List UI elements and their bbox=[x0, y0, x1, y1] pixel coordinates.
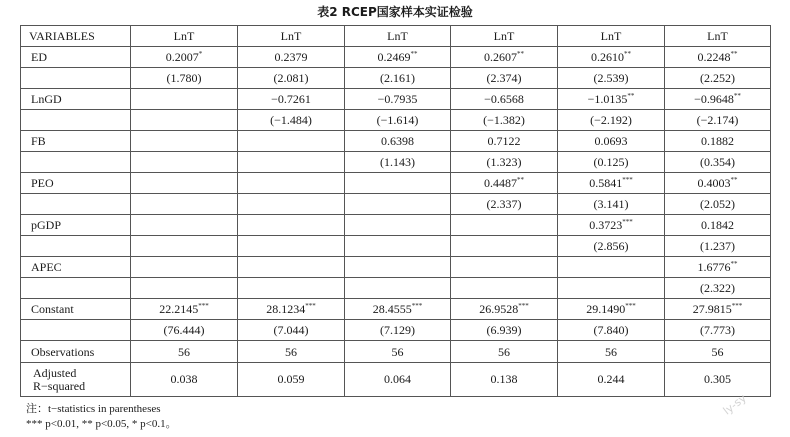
variable-label: PEO bbox=[21, 173, 131, 194]
coef-cell bbox=[558, 215, 665, 236]
coef-cell bbox=[238, 320, 345, 341]
coef-cell bbox=[131, 131, 238, 152]
coef-value: (7.840) bbox=[593, 323, 629, 337]
coef-value: (2.337) bbox=[486, 197, 522, 211]
variable-label bbox=[21, 110, 131, 131]
coef-value: 28.1234 bbox=[266, 302, 306, 316]
variable-label: pGDP bbox=[21, 215, 131, 236]
coef-value: (2.322) bbox=[700, 281, 735, 295]
coef-cell bbox=[238, 194, 345, 215]
coef-value: 0.6398 bbox=[381, 134, 414, 148]
coef-value: 0.5841 bbox=[589, 176, 623, 190]
coef-cell bbox=[451, 194, 558, 215]
coef-cell bbox=[238, 215, 345, 236]
coef-value: 0.2379 bbox=[274, 50, 308, 64]
coef-value: 0.1882 bbox=[701, 134, 734, 148]
adjusted-r-squared-cell: 0.138 bbox=[451, 363, 558, 397]
coef-cell bbox=[451, 278, 558, 299]
coef-value: (6.939) bbox=[486, 323, 522, 337]
coef-cell bbox=[665, 173, 771, 194]
table-title: 表2 RCEP国家样本实证检验 bbox=[317, 5, 473, 19]
coef-value: 1.6776 bbox=[697, 260, 731, 274]
observations-row bbox=[21, 341, 771, 363]
coef-cell bbox=[131, 299, 238, 320]
coef-cell bbox=[131, 110, 238, 131]
coef-cell bbox=[131, 152, 238, 173]
header-cell: LnT bbox=[345, 26, 451, 47]
coef-cell bbox=[345, 68, 451, 89]
observations-cell: 56 bbox=[451, 341, 558, 363]
coef-cell bbox=[451, 47, 558, 68]
coef-value: (0.125) bbox=[593, 155, 629, 169]
coef-cell bbox=[131, 236, 238, 257]
coef-cell bbox=[345, 131, 451, 152]
significance-stars: ** bbox=[730, 260, 738, 268]
significance-stars: ** bbox=[733, 92, 741, 100]
significance-stars: ** bbox=[730, 50, 738, 58]
coef-cell bbox=[345, 278, 451, 299]
table-row bbox=[21, 47, 771, 68]
observations-cell: 56 bbox=[131, 341, 238, 363]
coef-value: 0.2007 bbox=[165, 50, 199, 64]
coef-cell bbox=[345, 47, 451, 68]
observations-cell: 56 bbox=[665, 341, 771, 363]
variable-label: Constant bbox=[21, 299, 131, 320]
significance-stars: *** bbox=[305, 302, 316, 310]
coef-cell bbox=[558, 194, 665, 215]
header-row bbox=[21, 26, 771, 47]
header-cell: LnT bbox=[451, 26, 558, 47]
coef-value: −0.7935 bbox=[377, 92, 418, 106]
coef-value: 0.2248 bbox=[697, 50, 731, 64]
coef-value: 0.4487 bbox=[484, 176, 517, 190]
coef-cell bbox=[131, 320, 238, 341]
coef-value: (2.539) bbox=[593, 71, 629, 85]
coef-cell bbox=[238, 299, 345, 320]
table-row bbox=[21, 278, 771, 299]
note-line: *** p<0.01, ** p<0.05, * p<0.1。 bbox=[26, 418, 177, 430]
coef-cell bbox=[558, 47, 665, 68]
coef-value: (−1.484) bbox=[270, 113, 312, 127]
coef-value: 0.2610 bbox=[591, 50, 624, 64]
coef-cell bbox=[345, 110, 451, 131]
coef-cell bbox=[238, 152, 345, 173]
coef-value: −0.9648 bbox=[694, 92, 734, 106]
header-cell: LnT bbox=[665, 26, 771, 47]
table-notes bbox=[26, 402, 177, 432]
observations-cell: 56 bbox=[345, 341, 451, 363]
table-row bbox=[21, 152, 771, 173]
coef-cell bbox=[238, 110, 345, 131]
coef-cell bbox=[345, 173, 451, 194]
coef-value: (−1.614) bbox=[376, 113, 419, 127]
table-row bbox=[21, 68, 771, 89]
coef-cell bbox=[558, 257, 665, 278]
coef-cell bbox=[451, 152, 558, 173]
coef-value: (2.374) bbox=[486, 71, 522, 85]
significance-stars: ** bbox=[624, 50, 631, 58]
coef-value: 28.4555 bbox=[372, 302, 412, 316]
coef-value: (2.052) bbox=[700, 197, 735, 211]
coef-cell bbox=[665, 257, 771, 278]
adjusted-r-squared-label bbox=[21, 363, 131, 397]
significance-stars: ** bbox=[517, 50, 524, 58]
variable-label bbox=[21, 68, 131, 89]
table-row bbox=[21, 131, 771, 152]
adjusted-r-squared-cell: 0.244 bbox=[558, 363, 665, 397]
coef-cell bbox=[131, 257, 238, 278]
coef-cell bbox=[558, 173, 665, 194]
variable-label bbox=[21, 236, 131, 257]
observations-cell: 56 bbox=[238, 341, 345, 363]
header-cell: VARIABLES bbox=[21, 26, 131, 47]
watermark: ly-sy bbox=[720, 391, 749, 418]
coef-cell bbox=[665, 278, 771, 299]
coef-cell bbox=[345, 257, 451, 278]
coef-cell bbox=[558, 299, 665, 320]
coef-value: (7.773) bbox=[700, 323, 735, 337]
observations-label: Observations bbox=[21, 341, 131, 363]
coef-cell bbox=[131, 68, 238, 89]
coef-cell bbox=[558, 236, 665, 257]
coef-value: (3.141) bbox=[593, 197, 629, 211]
significance-stars: *** bbox=[731, 302, 743, 310]
coef-cell bbox=[345, 236, 451, 257]
coef-value: (−1.382) bbox=[483, 113, 525, 127]
table-row bbox=[21, 89, 771, 110]
significance-stars: *** bbox=[198, 302, 209, 310]
coef-cell bbox=[665, 89, 771, 110]
coef-cell bbox=[558, 110, 665, 131]
coef-value: −1.0135 bbox=[587, 92, 628, 106]
significance-stars: *** bbox=[622, 176, 633, 184]
coef-cell bbox=[345, 89, 451, 110]
label-line: Adjusted bbox=[33, 365, 77, 380]
coef-value: (2.252) bbox=[700, 71, 735, 85]
coef-value: (2.856) bbox=[593, 239, 629, 253]
coef-cell bbox=[131, 194, 238, 215]
coef-value: 0.1842 bbox=[701, 218, 734, 232]
coef-cell bbox=[558, 68, 665, 89]
significance-stars: *** bbox=[622, 218, 633, 226]
coef-value: 0.3723 bbox=[589, 218, 623, 232]
table-row bbox=[21, 257, 771, 278]
coef-value: (7.044) bbox=[273, 323, 309, 337]
coef-cell bbox=[345, 194, 451, 215]
coef-cell bbox=[665, 299, 771, 320]
coef-cell bbox=[238, 257, 345, 278]
variable-label bbox=[21, 194, 131, 215]
observations-cell: 56 bbox=[558, 341, 665, 363]
adjusted-r-squared-row bbox=[21, 363, 771, 397]
header-cell: LnT bbox=[131, 26, 238, 47]
note-line: 注：t−statistics in parentheses bbox=[26, 403, 161, 415]
adjusted-r-squared-cell: 0.059 bbox=[238, 363, 345, 397]
significance-stars: * bbox=[198, 50, 203, 58]
coef-cell bbox=[238, 236, 345, 257]
header-cell: LnT bbox=[558, 26, 665, 47]
coef-value: (1.780) bbox=[166, 71, 202, 85]
significance-stars: ** bbox=[410, 50, 418, 58]
coef-cell bbox=[558, 89, 665, 110]
coef-value: (0.354) bbox=[700, 155, 735, 169]
coef-cell bbox=[238, 89, 345, 110]
coef-value: (−2.192) bbox=[590, 113, 632, 127]
coef-cell bbox=[558, 278, 665, 299]
coef-cell bbox=[451, 68, 558, 89]
coef-value: 0.4003 bbox=[697, 176, 731, 190]
coef-cell bbox=[131, 47, 238, 68]
coef-value: (1.143) bbox=[380, 155, 415, 169]
coef-value: (76.444) bbox=[163, 323, 205, 337]
coef-value: 0.2607 bbox=[484, 50, 517, 64]
variable-label bbox=[21, 278, 131, 299]
coef-value: −0.7261 bbox=[271, 92, 311, 106]
significance-stars: *** bbox=[518, 302, 529, 310]
coef-value: 26.9528 bbox=[479, 302, 519, 316]
significance-stars: *** bbox=[411, 302, 423, 310]
coef-value: (−2.174) bbox=[696, 113, 739, 127]
coef-cell bbox=[451, 236, 558, 257]
coef-cell bbox=[345, 320, 451, 341]
coef-cell bbox=[131, 278, 238, 299]
coef-cell bbox=[451, 173, 558, 194]
coef-value: 0.2469 bbox=[377, 50, 411, 64]
coef-cell bbox=[665, 236, 771, 257]
coef-cell bbox=[238, 278, 345, 299]
coef-cell bbox=[558, 152, 665, 173]
coef-cell bbox=[451, 299, 558, 320]
coef-cell bbox=[665, 68, 771, 89]
variable-label: FB bbox=[21, 131, 131, 152]
coef-value: (1.323) bbox=[486, 155, 522, 169]
table-row bbox=[21, 215, 771, 236]
coef-cell bbox=[451, 110, 558, 131]
table-row bbox=[21, 173, 771, 194]
variable-label bbox=[21, 152, 131, 173]
coef-cell bbox=[665, 110, 771, 131]
significance-stars: ** bbox=[517, 176, 524, 184]
coef-value: (7.129) bbox=[380, 323, 415, 337]
coef-cell bbox=[238, 68, 345, 89]
coef-cell bbox=[665, 47, 771, 68]
coef-value: 29.1490 bbox=[586, 302, 626, 316]
adjusted-r-squared-cell: 0.305 bbox=[665, 363, 771, 397]
significance-stars: *** bbox=[625, 302, 636, 310]
coef-value: 22.2145 bbox=[159, 302, 199, 316]
significance-stars: ** bbox=[627, 92, 635, 100]
adjusted-r-squared-cell: 0.038 bbox=[131, 363, 238, 397]
header-cell: LnT bbox=[238, 26, 345, 47]
variable-label: APEC bbox=[21, 257, 131, 278]
label-line: R−squared bbox=[33, 378, 86, 393]
coef-cell bbox=[238, 173, 345, 194]
coef-cell bbox=[131, 215, 238, 236]
coef-cell bbox=[238, 47, 345, 68]
coef-value: −0.6568 bbox=[484, 92, 524, 106]
table-row bbox=[21, 320, 771, 341]
table-row bbox=[21, 110, 771, 131]
coef-value: 0.7122 bbox=[487, 134, 521, 148]
coef-cell bbox=[665, 215, 771, 236]
coef-cell bbox=[451, 89, 558, 110]
coef-value: (1.237) bbox=[700, 239, 735, 253]
coef-value: (2.161) bbox=[380, 71, 415, 85]
coef-cell bbox=[665, 320, 771, 341]
coef-cell bbox=[451, 131, 558, 152]
significance-stars: ** bbox=[730, 176, 738, 184]
coef-cell bbox=[131, 173, 238, 194]
variable-label bbox=[21, 320, 131, 341]
coef-cell bbox=[451, 320, 558, 341]
coef-cell bbox=[345, 215, 451, 236]
variable-label: LnGD bbox=[21, 89, 131, 110]
coef-cell bbox=[665, 131, 771, 152]
variable-label: ED bbox=[21, 47, 131, 68]
table-row bbox=[21, 236, 771, 257]
coef-cell bbox=[345, 152, 451, 173]
coef-value: (2.081) bbox=[273, 71, 309, 85]
coef-cell bbox=[451, 257, 558, 278]
coef-cell bbox=[558, 320, 665, 341]
coef-cell bbox=[131, 89, 238, 110]
coef-value: 0.0693 bbox=[594, 134, 628, 148]
coef-value: 27.9815 bbox=[692, 302, 732, 316]
table-row bbox=[21, 194, 771, 215]
coef-cell bbox=[238, 131, 345, 152]
coef-cell bbox=[345, 299, 451, 320]
coef-cell bbox=[665, 152, 771, 173]
coef-cell bbox=[451, 215, 558, 236]
regression-table bbox=[20, 25, 771, 397]
adjusted-r-squared-cell: 0.064 bbox=[345, 363, 451, 397]
coef-cell bbox=[558, 131, 665, 152]
coef-cell bbox=[665, 194, 771, 215]
table-row bbox=[21, 299, 771, 320]
